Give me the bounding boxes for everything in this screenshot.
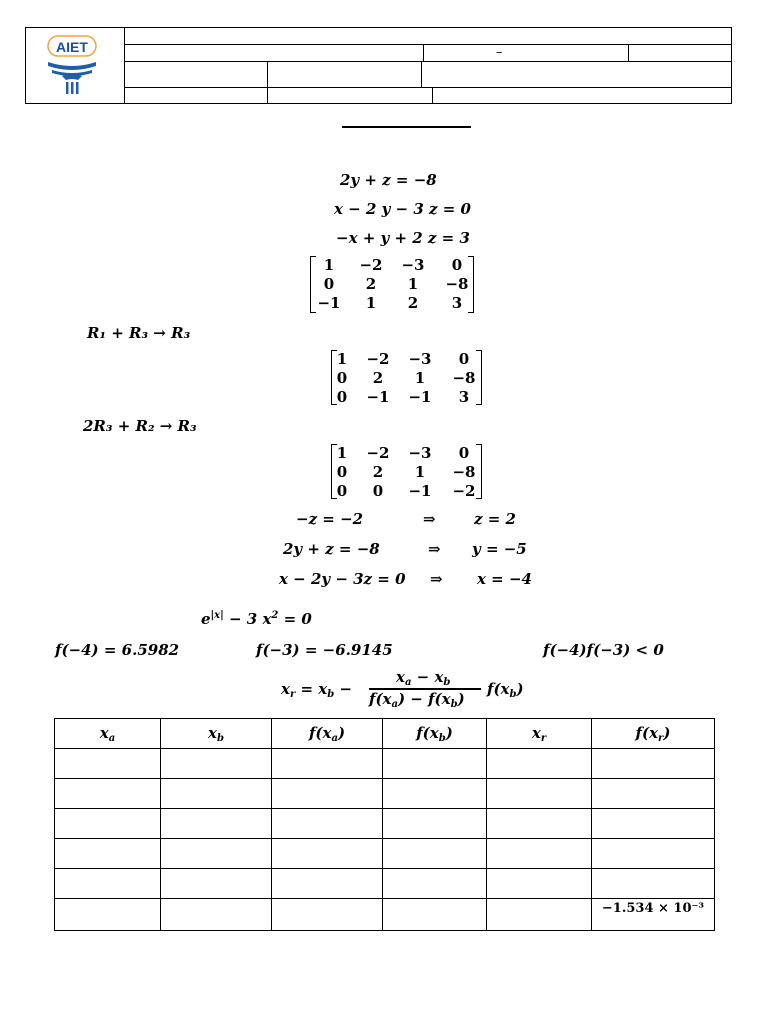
equation-3: −x + y + 2 z = 3 bbox=[336, 229, 470, 247]
matrix-cell: −2 bbox=[359, 256, 383, 274]
matrix-cell: 1 bbox=[365, 294, 377, 312]
solution-y-equation: 2y + z = −8 bbox=[283, 540, 380, 558]
header-fxr: $f(x_r)$ bbox=[592, 719, 715, 749]
nonlinear-equation: $e^{|x|} - 3$ $x^2 = 0$ bbox=[201, 610, 312, 628]
final-fxr-value: −1.534 × 10⁻³ bbox=[592, 899, 715, 931]
header-fxb: $f(x_b)$ bbox=[383, 719, 487, 749]
matrix-cell: −8 bbox=[452, 463, 476, 481]
matrix-cell: 0 bbox=[336, 463, 348, 481]
header-dash: – bbox=[496, 45, 503, 60]
table-row bbox=[55, 749, 715, 779]
table-row bbox=[55, 899, 715, 931]
matrix-cell: −2 bbox=[366, 350, 390, 368]
implies-arrow-1: ⇒ bbox=[423, 510, 436, 528]
matrix-cell: 1 bbox=[407, 275, 419, 293]
augmented-matrix-1 bbox=[310, 256, 474, 313]
matrix-cell: −8 bbox=[452, 369, 476, 387]
implies-arrow-3: ⇒ bbox=[430, 570, 443, 588]
matrix-cell: 3 bbox=[458, 388, 470, 406]
matrix-cell: −8 bbox=[445, 275, 469, 293]
header-xb: $x_b$ bbox=[161, 719, 272, 749]
header-box bbox=[25, 27, 732, 104]
implies-arrow-2: ⇒ bbox=[428, 540, 441, 558]
solution-z-value: z = 2 bbox=[474, 510, 516, 528]
matrix-cell: 0 bbox=[458, 444, 470, 462]
matrix-cell: 0 bbox=[451, 256, 463, 274]
sign-check: f(−4)f(−3) < 0 bbox=[543, 641, 664, 659]
table-header-row bbox=[55, 719, 715, 749]
matrix-cell: 1 bbox=[336, 444, 348, 462]
equation-2: x − 2 y − 3 z = 0 bbox=[334, 200, 471, 218]
matrix-cell: −2 bbox=[366, 444, 390, 462]
header-xa: $x_a$ bbox=[55, 719, 161, 749]
matrix-cell: 0 bbox=[336, 388, 348, 406]
matrix-cell: 1 bbox=[414, 369, 426, 387]
matrix-cell: −2 bbox=[452, 482, 476, 500]
matrix-cell: 0 bbox=[336, 482, 348, 500]
f-at-minus-4: f(−4) = 6.5982 bbox=[55, 641, 180, 659]
matrix-cell: 0 bbox=[458, 350, 470, 368]
matrix-cell: −1 bbox=[408, 388, 432, 406]
augmented-matrix-3 bbox=[331, 444, 482, 499]
matrix-cell: 1 bbox=[414, 463, 426, 481]
matrix-cell: −3 bbox=[401, 256, 425, 274]
logo bbox=[42, 32, 102, 98]
matrix-cell: 1 bbox=[336, 350, 348, 368]
row-operation-1: R₁ + R₃ → R₃ bbox=[87, 324, 191, 342]
iteration-table bbox=[54, 718, 715, 931]
matrix-cell: −1 bbox=[408, 482, 432, 500]
equation-1: 2y + z = −8 bbox=[340, 171, 437, 189]
matrix-cell: 2 bbox=[372, 369, 384, 387]
header-fxa: $f(x_a)$ bbox=[272, 719, 383, 749]
solution-x-value: x = −4 bbox=[477, 570, 532, 588]
matrix-cell: 0 bbox=[336, 369, 348, 387]
matrix-cell: 2 bbox=[372, 463, 384, 481]
header-xr: $x_r$ bbox=[487, 719, 592, 749]
table-row bbox=[55, 869, 715, 899]
table-row bbox=[55, 809, 715, 839]
row-operation-2: 2R₃ + R₂ → R₃ bbox=[83, 417, 197, 435]
matrix-cell: −3 bbox=[408, 350, 432, 368]
logo-text: AIET bbox=[56, 39, 88, 55]
table-row bbox=[55, 779, 715, 809]
solution-x-equation: x − 2y − 3z = 0 bbox=[279, 570, 406, 588]
matrix-cell: 2 bbox=[365, 275, 377, 293]
matrix-cell: −1 bbox=[317, 294, 341, 312]
table-row bbox=[55, 839, 715, 869]
f-at-minus-3: f(−3) = −6.9145 bbox=[256, 641, 393, 659]
matrix-cell: 3 bbox=[451, 294, 463, 312]
matrix-cell: 0 bbox=[323, 275, 335, 293]
solution-z-equation: −z = −2 bbox=[296, 510, 364, 528]
matrix-cell: −1 bbox=[366, 388, 390, 406]
matrix-cell: 1 bbox=[323, 256, 335, 274]
solution-y-value: y = −5 bbox=[472, 540, 527, 558]
matrix-cell: 2 bbox=[407, 294, 419, 312]
title-underline bbox=[342, 126, 471, 128]
matrix-cell: 0 bbox=[372, 482, 384, 500]
augmented-matrix-2 bbox=[331, 350, 482, 405]
matrix-cell: −3 bbox=[408, 444, 432, 462]
